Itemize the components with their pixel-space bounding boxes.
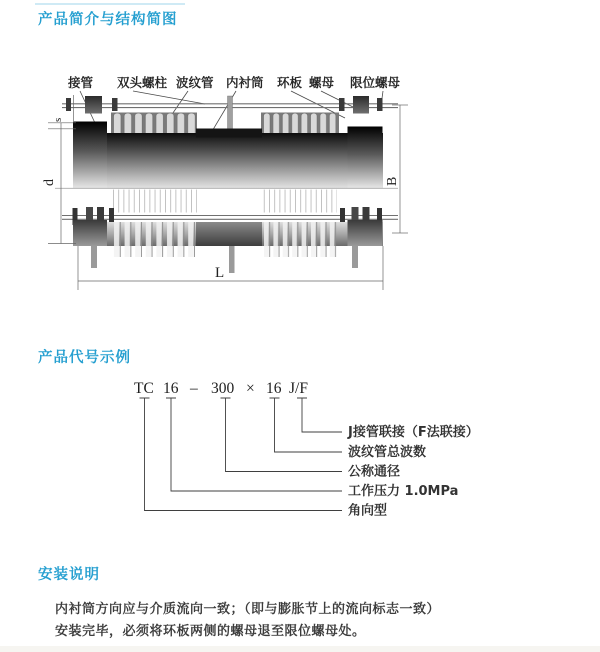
code-seg-connection: J/F [289,380,308,397]
part-label-neichentong: 内衬筒 [226,75,264,90]
center-stud [228,96,233,132]
joint-body-upper [73,96,383,189]
stud-left-lower [91,246,97,268]
code-seg-times: × [246,380,255,397]
dim-label-B: B [385,176,400,186]
structure-diagram [25,60,445,315]
code-seg-type: TC [134,380,154,397]
dimension-s [48,95,76,129]
section-heading-intro: 产品简介与结构简图 [38,12,178,28]
product-code-diagram [115,372,485,527]
callout-pressure: 工作压力 1.0MPa [348,484,459,499]
code-seg-diameter: 300 [211,380,235,397]
stud-center-lower [229,246,235,273]
code-seg-pressure: 16 [163,380,179,397]
bellows-wall-lines [113,190,337,213]
callout-lines [140,398,343,511]
dim-label-s: s [52,117,64,122]
part-label-huanban: 环板 [277,75,303,90]
part-labels [67,75,401,90]
bottom-edge-artifact [0,646,600,652]
section-heading-code: 产品代号示例 [38,350,131,366]
callout-diameter: 公称通径 [348,464,401,480]
pipe-end-left-lower [73,220,107,246]
code-seg-dash: – [190,380,198,397]
part-label-bowenguan: 波纹管 [176,75,214,90]
callout-type: 角向型 [348,503,388,519]
dimension-B [385,105,408,233]
dimension-d [42,123,76,244]
callout-connection: J接管联接（F法联接） [348,425,479,440]
bellows-right [261,113,339,134]
code-seg-waves: 16 [266,380,282,397]
bellows-left [111,113,197,134]
part-label-xianweiluomu: 限位螺母 [350,75,401,90]
part-label-luomu: 螺母 [309,75,335,90]
callout-waves: 波纹管总波数 [348,445,427,460]
part-label-shuangtouluozhu: 双头螺柱 [117,75,168,90]
pipe-end-right-lower [348,220,383,246]
pipe-end-left [73,122,107,189]
bellows-left-lower [113,222,197,257]
stud-right-lower [352,246,358,268]
joint-body-lower [73,220,383,273]
callout-labels [347,424,479,519]
dim-label-d: d [42,179,57,186]
part-label-jieguan: 接管 [68,75,94,90]
inner-liner-band [196,129,262,138]
pipe-end-right [348,127,383,189]
code-segments [134,380,308,397]
install-instruction-line-1: 内衬筒方向应与介质流向一致；（即与膨胀节上的流向标志一致） [55,602,441,617]
dim-label-L: L [215,265,225,281]
bellows-right-lower [263,222,337,257]
install-instruction-line-2: 安装完毕，必须将环板两侧的螺母退至限位螺母处。 [55,624,366,639]
section-heading-install: 安装说明 [38,567,100,583]
top-edge-artifact [35,3,185,5]
